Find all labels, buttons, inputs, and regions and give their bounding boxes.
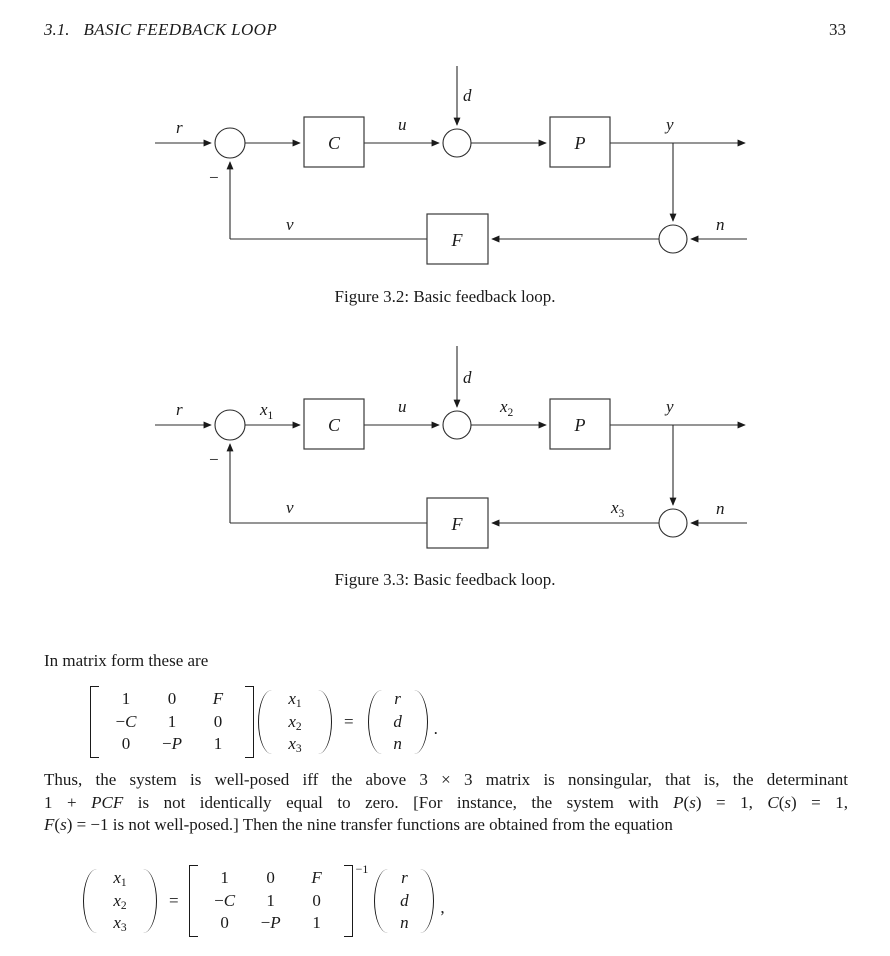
matrix-cell: 0 — [312, 890, 321, 910]
matrix-cell: 0 — [121, 734, 131, 754]
figure-3-3-caption: Figure 3.3: Basic feedback loop. — [334, 570, 556, 589]
summing-junction-noise — [659, 225, 687, 253]
equation-comma: , — [440, 898, 445, 917]
equation-transfer-functions — [83, 864, 445, 938]
label-n: n — [716, 215, 725, 234]
bracket-left — [90, 686, 99, 758]
matrix-cell: −P — [162, 734, 182, 754]
matrix-cell: 1 — [220, 868, 229, 888]
equation-matrix-form — [90, 685, 438, 759]
paren-left — [83, 869, 97, 933]
section-title: BASIC FEEDBACK LOOP — [83, 20, 278, 39]
paren-left — [374, 869, 388, 933]
minus-sign: − — [208, 450, 220, 469]
summing-junction-disturbance — [443, 129, 471, 157]
body-paragraph — [44, 769, 848, 837]
label-r: r — [176, 118, 183, 137]
bracket-right — [344, 865, 353, 937]
summing-junction-error — [215, 128, 245, 158]
label-x1: $x_1$ — [260, 400, 274, 422]
matrix-cell: 0 — [266, 868, 275, 888]
state-vector — [97, 867, 143, 934]
bracket-right — [245, 686, 254, 758]
figure-3-2-caption: Figure 3.2: Basic feedback loop. — [334, 287, 556, 306]
vector-cell: x2 — [113, 890, 127, 912]
matrix-cell: 0 — [167, 689, 177, 709]
label-n: n — [716, 499, 725, 518]
label-y: y — [666, 397, 674, 416]
label-d: d — [463, 368, 472, 387]
block-P-label: P — [574, 133, 586, 153]
page-header — [44, 20, 846, 40]
vector-cell: x2 — [288, 711, 302, 733]
label-x3: $x_3$ — [611, 498, 625, 520]
matrix-cell: −C — [115, 711, 137, 731]
vector-cell: x3 — [288, 734, 302, 756]
equals-sign: = — [169, 891, 179, 910]
summing-junction-disturbance — [443, 411, 471, 439]
minus-sign: − — [208, 168, 220, 187]
label-v: v — [286, 215, 294, 234]
label-y: y — [666, 115, 674, 134]
paragraph-line: F(s) = −1 is not well-posed.] Then the nine transfer functions are obtained from the equation — [44, 815, 673, 835]
block-F-label: F — [451, 514, 463, 534]
coefficient-matrix — [202, 867, 340, 934]
intro-sentence: In matrix form these are — [44, 651, 209, 670]
matrix-cell: 0 — [220, 913, 229, 933]
page-number: 33 — [829, 20, 846, 39]
matrix-cell: −C — [214, 890, 236, 910]
paren-left — [368, 690, 382, 754]
matrix-cell: 1 — [213, 734, 223, 754]
vector-cell: r — [401, 868, 408, 888]
vector-cell: x1 — [288, 689, 302, 711]
inverse-exponent: −1 — [355, 862, 369, 876]
block-P-label: P — [574, 415, 586, 435]
figure-3-3-diagram — [0, 338, 890, 553]
paragraph-line: 1 + PCF is not identically equal to zero. [For instance, the system with P(s) = 1, C(s) = 1, — [44, 792, 849, 812]
label-u: u — [398, 397, 407, 416]
coefficient-matrix — [103, 688, 241, 755]
block-C-label: C — [327, 133, 341, 153]
matrix-cell: 1 — [312, 913, 321, 933]
paren-right — [143, 869, 157, 933]
matrix-cell: F — [311, 868, 322, 888]
input-vector — [388, 867, 420, 934]
figure-3-2-diagram — [0, 55, 890, 270]
vector-cell: d — [400, 890, 409, 910]
label-r: r — [176, 400, 183, 419]
paren-right — [414, 690, 428, 754]
bracket-left — [189, 865, 198, 937]
label-v: v — [286, 498, 294, 517]
summing-junction-noise — [659, 509, 687, 537]
vector-cell: n — [393, 734, 402, 754]
vector-cell: n — [400, 913, 409, 933]
vector-cell: x3 — [113, 913, 127, 935]
summing-junction-error — [215, 410, 245, 440]
block-C-label: C — [327, 415, 341, 435]
matrix-cell: 1 — [266, 890, 275, 910]
paren-right — [318, 690, 332, 754]
equation-period: . — [433, 719, 438, 738]
paren-right — [420, 869, 434, 933]
state-vector — [272, 688, 318, 755]
label-x2: $x_2$ — [500, 397, 514, 419]
equals-sign: = — [344, 712, 354, 731]
vector-cell: x1 — [113, 868, 127, 890]
label-d: d — [463, 86, 472, 105]
matrix-cell: F — [212, 689, 224, 709]
paren-left — [258, 690, 272, 754]
vector-cell: r — [394, 689, 401, 709]
paragraph-line: Thus, the system is well-posed iff the above 3 × 3 matrix is nonsingular, that is, the determinant — [44, 770, 848, 789]
matrix-cell: 1 — [121, 689, 131, 709]
block-F-label: F — [451, 230, 463, 250]
matrix-cell: 1 — [167, 711, 177, 731]
label-u: u — [398, 115, 407, 134]
vector-cell: d — [393, 711, 402, 731]
section-number: 3.1. — [44, 20, 70, 39]
matrix-cell: 0 — [213, 711, 223, 731]
matrix-cell: −P — [260, 913, 281, 933]
input-vector — [382, 688, 414, 755]
